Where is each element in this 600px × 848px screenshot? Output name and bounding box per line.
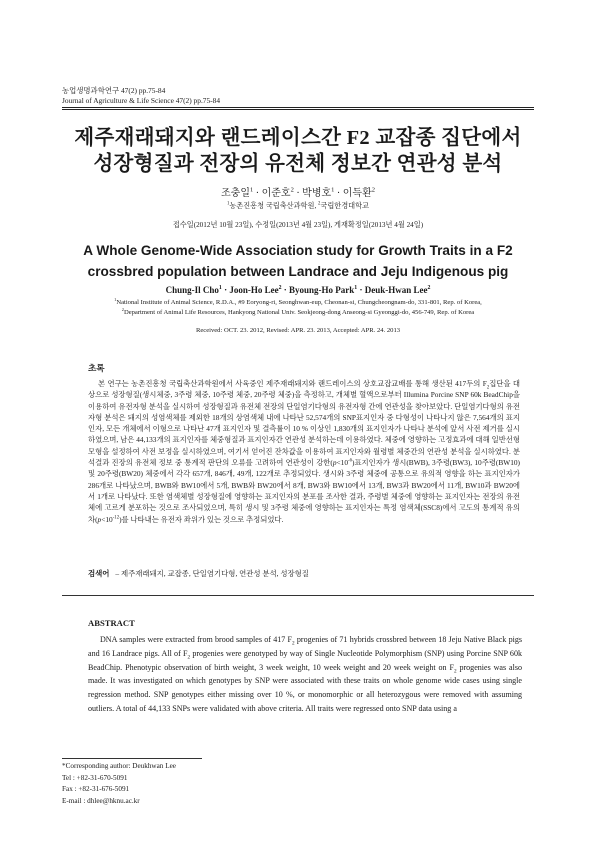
author-ko-1: 조충일 bbox=[221, 188, 250, 199]
author-en-3: Byoung-Ho Park bbox=[289, 285, 355, 295]
title-ko-line1: 제주재래돼지와 랜드레이스간 F2 교잡종 집단에서 bbox=[74, 127, 522, 149]
title-en-line2: crossbred population between Landrace and Jeju Indigenous pig bbox=[87, 264, 509, 279]
author-ko-3: 박병호 bbox=[302, 188, 332, 199]
author-en-4: Deuk-Hwan Lee bbox=[364, 285, 428, 295]
footnote-rule bbox=[62, 758, 202, 759]
title-en-line1: A Whole Genome-Wide Association study for Growth Traits in a F2 bbox=[83, 243, 513, 258]
abstract-en-body: DNA samples were extracted from brood samples of 417 $F_2$ progenies of 71 hybrids crossbred between 18 Jeju Native Black pigs and 16 Landrace pigs. All of $F_2$ progenies were genotyped by way of Single Nucleotide Polymorphism (SNP) using Porcine SNP 60k BeadChip. Phenotypic observation of birth weight, 3 week weight, 10 week weight and 20 week weight on $F_2$ progenies was also made. It was investigated on which genotypes by SNP were associated with these traits on whole genome wide cases using single regression method. SNP genotypes either missing over 10 %, or monomorphic or all heterozygous were removed with assuming outliers. A total of 44,133 SNPs were validated with above criteria. All traits were regressed onto SNP data using a bbox=[88, 635, 523, 713]
author-ko-2: 이준호 bbox=[261, 188, 291, 199]
received-dates-en: Received: OCT. 23. 2012, Revised: APR. 23. 2013, Accepted: APR. 24. 2013 bbox=[195, 327, 401, 334]
keywords-label: 검색어 bbox=[88, 569, 110, 578]
journal-citation-en: Journal of Agriculture & Life Science 47(2) pp.75-84 bbox=[62, 96, 221, 105]
affiliations-en bbox=[62, 298, 534, 318]
footnotes bbox=[62, 761, 176, 807]
footnote-tel: Tel : +82-31-670-5091 bbox=[62, 773, 128, 782]
title-ko-line2: 성장형질과 전장의 유전체 정보간 연관성 분석 bbox=[93, 153, 503, 175]
affiliation-en-2: $^2$Department of Animal Life Resources, Hankyong National Univ. Seokjeong-dong Anseong-si Gyeonggi-do, 456-749, Rep. of Korea bbox=[121, 306, 475, 316]
abstract-ko-heading: 초록 bbox=[88, 363, 105, 373]
abstract-en-heading: ABSTRACT bbox=[88, 618, 135, 628]
footnote-fax: Fax : +82-31-676-5091 bbox=[62, 785, 130, 793]
author-ko-4: 이득환 bbox=[342, 188, 372, 199]
footnote-email: E-mail : dhlee@hknu.ac.kr bbox=[62, 796, 140, 805]
authors-ko: 조충일$^1$ · 이준호$^2$ · 박병호$^1$ · 이득환$^2$ bbox=[221, 186, 375, 199]
journal-citation-ko: 농업생명과학연구 47(2) pp.75-84 bbox=[62, 86, 166, 95]
keywords-text: – 제주재래돼지, 교잡종, 단일염기다형, 연관성 분석, 성장형질 bbox=[115, 569, 309, 578]
keywords bbox=[88, 568, 520, 579]
abstract-ko-body: 본 연구는 농촌진흥청 국립축산과학원에서 사육중인 제주재래돼지와 랜드레이스의 상호교잡교배를 통해 생산된 417두의 $F_2$집단을 대상으로 성장형질(생시체중, 3주령 체중, 10주령 체중, 20주령 체중)을 측정하고, 개체별 혈액으로부터 Illumina Porcine SNP 60k BeadChip을 이용하여 유전자형 분석을 실시하여 성장형질과 유전체 전장의 단일염기다형의 유전자형 간에 연관성을 찾아보았다. 단일염기다형의 유전자형 분석은 돼지의 성염색체를 제외한 18개의 상염색체 내에 나타난 52,574개의 SNP표지인자 중 다형성이 나타나지 않은 7,564개의 표지인자, 모든 개체에서 이형으로 나타난 47개 표지인자 및 결측률이 10 % 이상인 1,830개의 표지인자가 나타나 분석에 앞서 사전 제거를 실시하였으며, 남은 44,133개의 표지인자를 체중형질과 표지인자간 연관성 분석하는데 이용하였다. 체중에 영향하는 고정효과에 대해 일반선형모형을 설정하여 사전 보정을 실시하였으며, 여기서 얻어진 잔차값을 이용하여 표지인자와 월령별 체중간의 연관성 분석을 실시하였다. 분석결과 진장의 유전체 정보 중 통계적 판단의 오류를 고려하여 연관성이 강한$(p<10^{-6})$표지인자가 생시(BWB), 3주령(BW3), 10주령(BW10) 및 20주령(BW20) 체중에서 각각 657개, 846개, 49개, 122개로 추정되었다. 생시와 3주령 체중에 공통으로 유의적 영향을 하는 표지인자가 286개로 나타났으며, BWB와 BW10에서 5개, BWB와 BW20에서 8개, BW3와 BW10에서 13개, BW3과 BW20에서 11개, BW10과 BW20에서 1개로 나타났다. 또한 염색체별 성장형질에 영향하는 표지인자의 분포를 조사한 결과, 주령별 체중에 영향하는 표지인자는 전장의 유전체에 고르게 분포하는 것으로 조사되었으며, 특히 생시 및 3주령 체중에 영향하는 표지인자는 특정 염색체(SSC8)에서 고도의 통계적 유의차$(p<10^{-12})$를 나타내는 유전자 좌위가 있는 것으로 추정되었다. bbox=[88, 379, 521, 524]
journal-header bbox=[62, 86, 220, 106]
authors-en: Chung-Il Cho$^1$ · Joon-Ho Lee$^2$ · Byoung-Ho Park$^1$ · Deuk-Hwan Lee$^2$ bbox=[165, 285, 431, 295]
affiliations-ko: $^1$농촌진흥청 국립축산과학원, $^2$국립한경대학교 bbox=[227, 201, 369, 210]
corresponding-author: *Corresponding author: Deukhwan Lee bbox=[62, 762, 176, 770]
dates-ko: 접수일(2012년 10월 23일), 수정일(2013년 4월 23일), 게재확정일(2013년 4월 24일) bbox=[172, 221, 424, 229]
affiliation-en-1: $^1$National Institute of Animal Science, R.D.A., #9 Eoryong-ri, Seonghwan-eup, Cheonan-si, Chungcheongnam-do, 331-801, Rep. of Korea, bbox=[114, 296, 482, 306]
header-rule-top bbox=[62, 107, 534, 108]
author-en-2: Joon-Ho Lee bbox=[229, 285, 279, 295]
author-en-1: Chung-Il Cho bbox=[165, 285, 219, 295]
section-divider-rule bbox=[62, 595, 534, 596]
header-rule-bottom bbox=[62, 109, 534, 110]
